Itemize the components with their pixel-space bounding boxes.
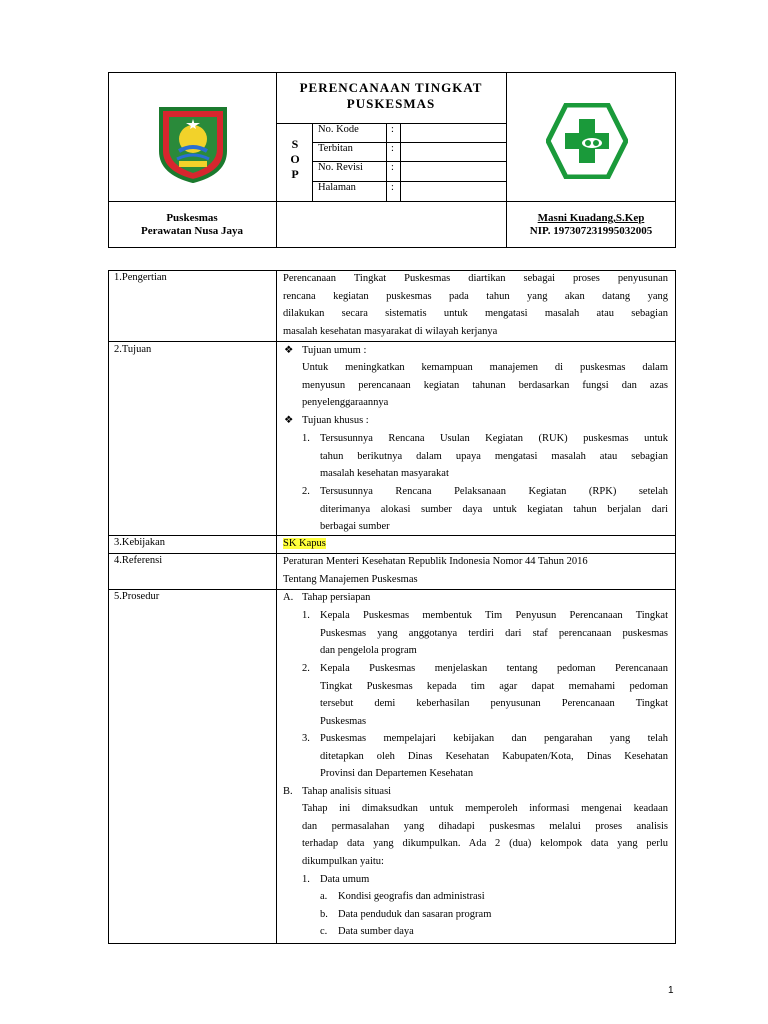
prosedur-a-title: Tahap persiapan	[302, 592, 371, 603]
header-divider	[386, 123, 387, 201]
document-title: PERENCANAAN TINGKAT PUSKESMAS	[299, 80, 483, 111]
list-letter: A.	[283, 592, 294, 603]
section-label-prosedur: 5.Prosedur	[114, 591, 160, 602]
tujuan-khusus-item: Tersusunnya Rencana Usulan Kegiatan (RUK) puskesmas untuk tahun berikutnya dalam upaya mengatasi masalah atau sebagian masalah kesehatan masyarakat	[320, 433, 668, 480]
header-divider	[312, 123, 313, 201]
signer-nip: NIP. 197307231995032005	[529, 225, 653, 237]
tujuan-umum-title: Tujuan umum :	[302, 345, 367, 356]
header-divider	[108, 201, 676, 202]
list-letter: a.	[320, 891, 328, 902]
referensi-text: Peraturan Menteri Kesehatan Republik Indonesia Nomor 44 Tahun 2016 Tentang Manajemen Puskesmas	[283, 556, 588, 585]
tujuan-umum-text: Untuk meningkatkan kemampuan manajemen di puskesmas dalam menyusun perencanaan kegiatan tahunan berdasarkan fungsi dan azas penyelenggaraannya	[302, 362, 668, 409]
prosedur-b1-item: Kondisi geografis dan administrasi	[338, 891, 485, 902]
prosedur-a-item: Puskesmas mempelajari kebijakan dan pengarahan yang telah ditetapkan oleh Dinas Kesehatan Kabupaten/Kota, Dinas Kesehatan Provinsi dan Departemen Kesehatan	[320, 733, 668, 780]
list-number: 1.	[302, 874, 310, 885]
header-divider	[400, 123, 401, 201]
section-label-tujuan: 2.Tujuan	[114, 344, 152, 355]
field-separator: :	[391, 124, 394, 135]
bullet-icon: ❖	[284, 345, 294, 356]
row-divider	[108, 589, 676, 590]
bullet-icon: ❖	[284, 415, 294, 426]
section-label-kebijakan: 3.Kebijakan	[114, 537, 166, 548]
prosedur-b-title: Tahap analisis situasi	[302, 786, 392, 797]
section-label-pengertian: 1.Pengertian	[114, 272, 167, 283]
field-label-terbitan: Terbitan	[318, 143, 353, 154]
kebijakan-text: SK Kapus	[283, 538, 326, 549]
prosedur-b1-item: Data penduduk dan sasaran program	[338, 909, 492, 920]
regency-emblem-icon	[155, 103, 231, 183]
prosedur-b-text: Tahap ini dimaksudkan untuk memperoleh informasi mengenai keadaan dan permasalahan yang dihadapi puskesmas melalui proses analisis terhadap data yang dikumpulkan. Ada 2 (dua) kelompok data yang perlu dikumpulkan yaitu:	[302, 803, 668, 867]
sop-label: S O P	[290, 137, 300, 181]
field-separator: :	[391, 143, 394, 154]
field-separator: :	[391, 162, 394, 173]
field-separator: :	[391, 182, 394, 193]
field-label-no-revisi: No. Revisi	[318, 162, 363, 173]
list-letter: b.	[320, 909, 328, 920]
prosedur-b1-item: Data sumber daya	[338, 926, 414, 937]
tujuan-khusus-item: Tersusunnya Rencana Pelaksanaan Kegiatan (RPK) setelah diterimanya alokasi sumber daya untuk kegiatan tahun berjalan dari berbagai sumber	[320, 486, 668, 533]
list-number: 3.	[302, 733, 310, 744]
organization-name: Puskesmas Perawatan Nusa Jaya	[140, 212, 244, 237]
list-number: 1.	[302, 433, 310, 444]
page-number: 1	[668, 985, 674, 996]
list-letter: c.	[320, 926, 328, 937]
prosedur-a-item: Kepala Puskesmas menjelaskan tentang pedoman Perencanaan Tingkat Puskesmas kepada tim agar dapat memahami pedoman tersebut demi keberhasilan penyusunan Perencanaan Tingkat Puskesmas	[320, 663, 668, 727]
puskesmas-logo-icon	[546, 103, 628, 179]
list-number: 2.	[302, 486, 310, 497]
list-letter: B.	[283, 786, 293, 797]
field-label-halaman: Halaman	[318, 182, 356, 193]
tujuan-khusus-title: Tujuan khusus :	[302, 415, 369, 426]
row-divider	[108, 341, 676, 342]
prosedur-a-item: Kepala Puskesmas membentuk Tim Penyusun Perencanaan Tingkat Puskesmas yang anggotanya terdiri dari staf perencanaan puskesmas dan pengelola program	[320, 610, 668, 657]
section-label-referensi: 4.Referensi	[114, 555, 163, 566]
content-divider	[276, 270, 277, 944]
list-number: 2.	[302, 663, 310, 674]
pengertian-text: Perencanaan Tingkat Puskesmas diartikan sebagai proses penyusunan rencana kegiatan puskesmas pada tahun yang akan datang yang dilakukan secara sistematis untuk mengatasi masalah atau sebagian masalah kesehatan masyarakat di wilayah kerjanya	[283, 273, 668, 337]
list-number: 1.	[302, 610, 310, 621]
signer-name: Masni Kuadang,S.Kep	[537, 212, 645, 224]
field-label-no-kode: No. Kode	[318, 124, 359, 135]
prosedur-b1-title: Data umum	[320, 874, 370, 885]
signer-block	[506, 212, 676, 238]
